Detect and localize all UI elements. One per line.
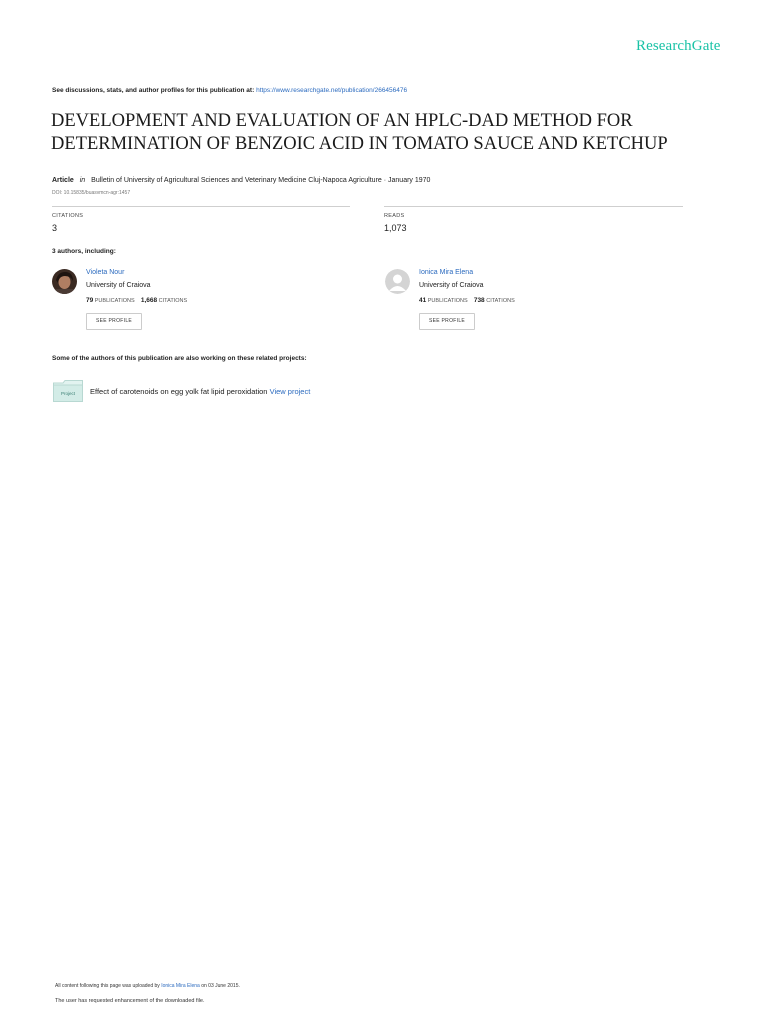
citations-label: CITATIONS — [158, 298, 188, 304]
avatar-violeta-nour[interactable] — [52, 269, 77, 294]
avatar-placeholder-icon[interactable] — [385, 269, 410, 294]
see-profile-button[interactable]: SEE PROFILE — [86, 313, 142, 330]
citations-count: 738 — [473, 297, 485, 304]
publications-count: 41 — [419, 297, 427, 304]
citations-value: 3 — [52, 223, 58, 233]
see-profile-button[interactable]: SEE PROFILE — [419, 313, 475, 330]
article-meta — [52, 177, 430, 184]
project-folder-icon — [53, 380, 83, 402]
journal-info: Bulletin of University of Agricultural Sciences and Veterinary Medicine Cluj-Napoca Agriculture · January 1970 — [91, 177, 431, 184]
article-kind: Article — [52, 177, 74, 184]
reads-label: READS — [384, 213, 405, 219]
researchgate-logo[interactable]: ResearchGate — [636, 38, 721, 54]
publication-title — [51, 110, 731, 156]
project-item — [90, 387, 310, 396]
enhancement-note: The user has requested enhancement of the downloaded file. — [55, 998, 205, 1004]
related-projects-header: Some of the authors of this publication are also working on these related projects: — [52, 355, 307, 362]
upload-prefix: All content following this page was uploaded by — [55, 983, 160, 989]
publication-url-link[interactable]: https://www.researchgate.net/publication/266456476 — [256, 87, 408, 94]
upload-suffix: on 03 June 2015. — [201, 983, 240, 989]
reads-value: 1,073 — [384, 223, 407, 233]
doi: DOI: 10.15835/buasvmcn-agr:1457 — [52, 190, 131, 196]
author-stats — [419, 297, 515, 304]
upload-note — [55, 983, 240, 989]
discussion-line — [52, 87, 407, 94]
citations-divider — [52, 206, 350, 207]
author-name-ionica-mira-elena[interactable]: Ionica Mira Elena — [419, 269, 474, 276]
publications-label: PUBLICATIONS — [427, 298, 468, 304]
citations-count: 1,668 — [140, 297, 158, 304]
title-line-1: DEVELOPMENT AND EVALUATION OF AN HPLC-DAD METHOD FOR — [51, 111, 633, 131]
uploader-link[interactable]: Ionica Mira Elena — [161, 983, 200, 989]
author-institution: University of Craiova — [419, 282, 484, 289]
citations-label: CITATIONS — [52, 213, 84, 219]
view-project-link[interactable]: View project — [269, 387, 311, 396]
title-line-2: DETERMINATION OF BENZOIC ACID IN TOMATO SAUCE AND KETCHUP — [51, 134, 668, 154]
article-in: in — [79, 177, 86, 184]
publications-label: PUBLICATIONS — [94, 298, 135, 304]
project-icon-label: Project — [60, 391, 76, 396]
discussion-text: See discussions, stats, and author profiles for this publication at: — [52, 87, 255, 94]
author-institution: University of Craiova — [86, 282, 151, 289]
author-name-violeta-nour[interactable]: Violeta Nour — [86, 269, 125, 276]
author-stats — [86, 297, 187, 304]
publications-count: 79 — [86, 297, 94, 304]
authors-header: 3 authors, including: — [52, 248, 116, 255]
project-title: Effect of carotenoids on egg yolk fat lipid peroxidation — [90, 387, 268, 396]
reads-divider — [384, 206, 683, 207]
citations-label: CITATIONS — [486, 298, 515, 304]
